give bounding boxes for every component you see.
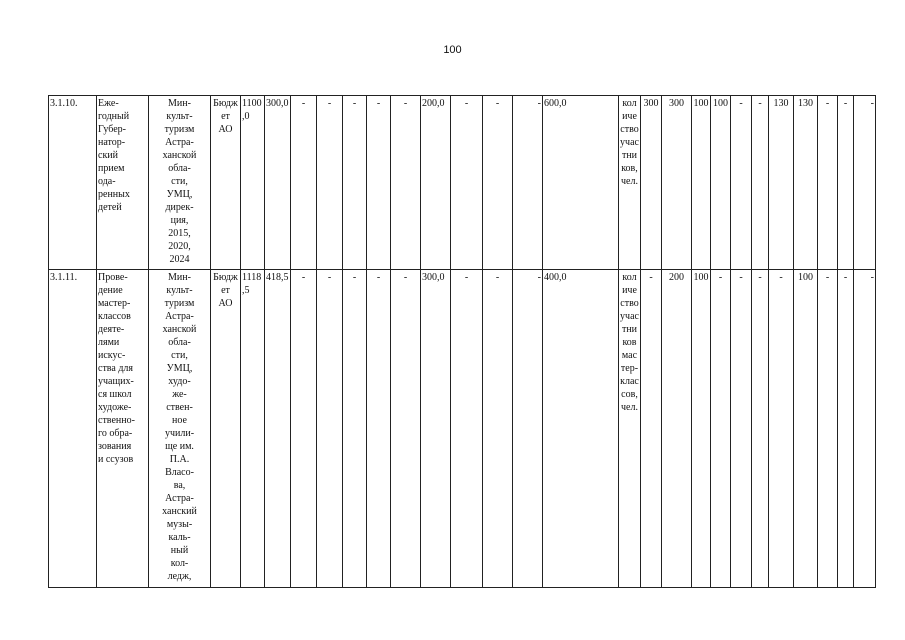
indicator-value: 100	[794, 270, 818, 588]
funding-year-value: -	[291, 270, 317, 588]
funding-year-value: -	[367, 96, 391, 270]
indicator-value: 130	[769, 96, 794, 270]
funding-year-value: -	[483, 270, 513, 588]
indicator-value: -	[731, 270, 752, 588]
page-number: 100	[443, 44, 462, 56]
funding-year-value: 600,0	[543, 96, 619, 270]
measure-executor: Мин- культ- туризм Астра- ханской обла- сти, УМЦ, худо- же- ствен- ное учили- ще им. П.А. Власо- ва, Астра- ханский музы- каль- ный кол- ледж,	[149, 270, 211, 588]
indicator-value: 200	[662, 270, 692, 588]
funding-year-value: 300,0	[421, 270, 451, 588]
measure-name: Прове- дение мастер- классов деяте- лями искус- ства для учащих- ся школ художе- ственно- го обра- зования и ссузов	[97, 270, 149, 588]
funding-source: Бюджет АО	[211, 270, 241, 588]
funding-year-value: -	[483, 96, 513, 270]
indicator-value: -	[838, 270, 854, 588]
measure-code: 3.1.11.	[49, 270, 97, 588]
funding-year-value: -	[291, 96, 317, 270]
funding-year-value: 200,0	[421, 96, 451, 270]
indicator-value: -	[838, 96, 854, 270]
measure-executor: Мин- культ- туризм Астра- ханской обла- сти, УМЦ, дирек- ция, 2015, 2020, 2024	[149, 96, 211, 270]
funding-year-value: 300,0	[265, 96, 291, 270]
funding-year-value: -	[451, 96, 483, 270]
funding-source: Бюджет АО	[211, 96, 241, 270]
indicator-value: -	[752, 270, 769, 588]
funding-total: 1100,0	[241, 96, 265, 270]
indicator-value: 130	[794, 96, 818, 270]
funding-year-value: -	[513, 96, 543, 270]
indicator-value: -	[769, 270, 794, 588]
funding-year-value: -	[513, 270, 543, 588]
indicator-name: количество участников мастер- классов, чел.	[619, 270, 641, 588]
indicator-value: -	[818, 270, 838, 588]
funding-year-value: -	[451, 270, 483, 588]
indicator-value: -	[818, 96, 838, 270]
indicator-value: 100	[711, 96, 731, 270]
indicator-value: -	[854, 270, 876, 588]
indicator-value: 100	[692, 96, 711, 270]
table-row	[49, 96, 876, 270]
indicator-value: 100	[692, 270, 711, 588]
indicator-value: -	[711, 270, 731, 588]
table-row	[49, 270, 876, 588]
funding-year-value: -	[317, 270, 343, 588]
funding-year-value: -	[367, 270, 391, 588]
indicator-value: -	[752, 96, 769, 270]
funding-year-value: -	[391, 96, 421, 270]
indicator-value: 300	[641, 96, 662, 270]
measure-name: Еже- годный Губер- натор- ский прием ода- ренных детей	[97, 96, 149, 270]
funding-year-value: -	[317, 96, 343, 270]
funding-year-value: 418,5	[265, 270, 291, 588]
program-table	[48, 95, 876, 588]
indicator-value: -	[854, 96, 876, 270]
funding-total: 1118,5	[241, 270, 265, 588]
funding-year-value: -	[343, 96, 367, 270]
indicator-value: 300	[662, 96, 692, 270]
indicator-value: -	[641, 270, 662, 588]
measure-code: 3.1.10.	[49, 96, 97, 270]
indicator-value: -	[731, 96, 752, 270]
funding-year-value: -	[391, 270, 421, 588]
indicator-name: количество участников, чел.	[619, 96, 641, 270]
funding-year-value: -	[343, 270, 367, 588]
funding-year-value: 400,0	[543, 270, 619, 588]
